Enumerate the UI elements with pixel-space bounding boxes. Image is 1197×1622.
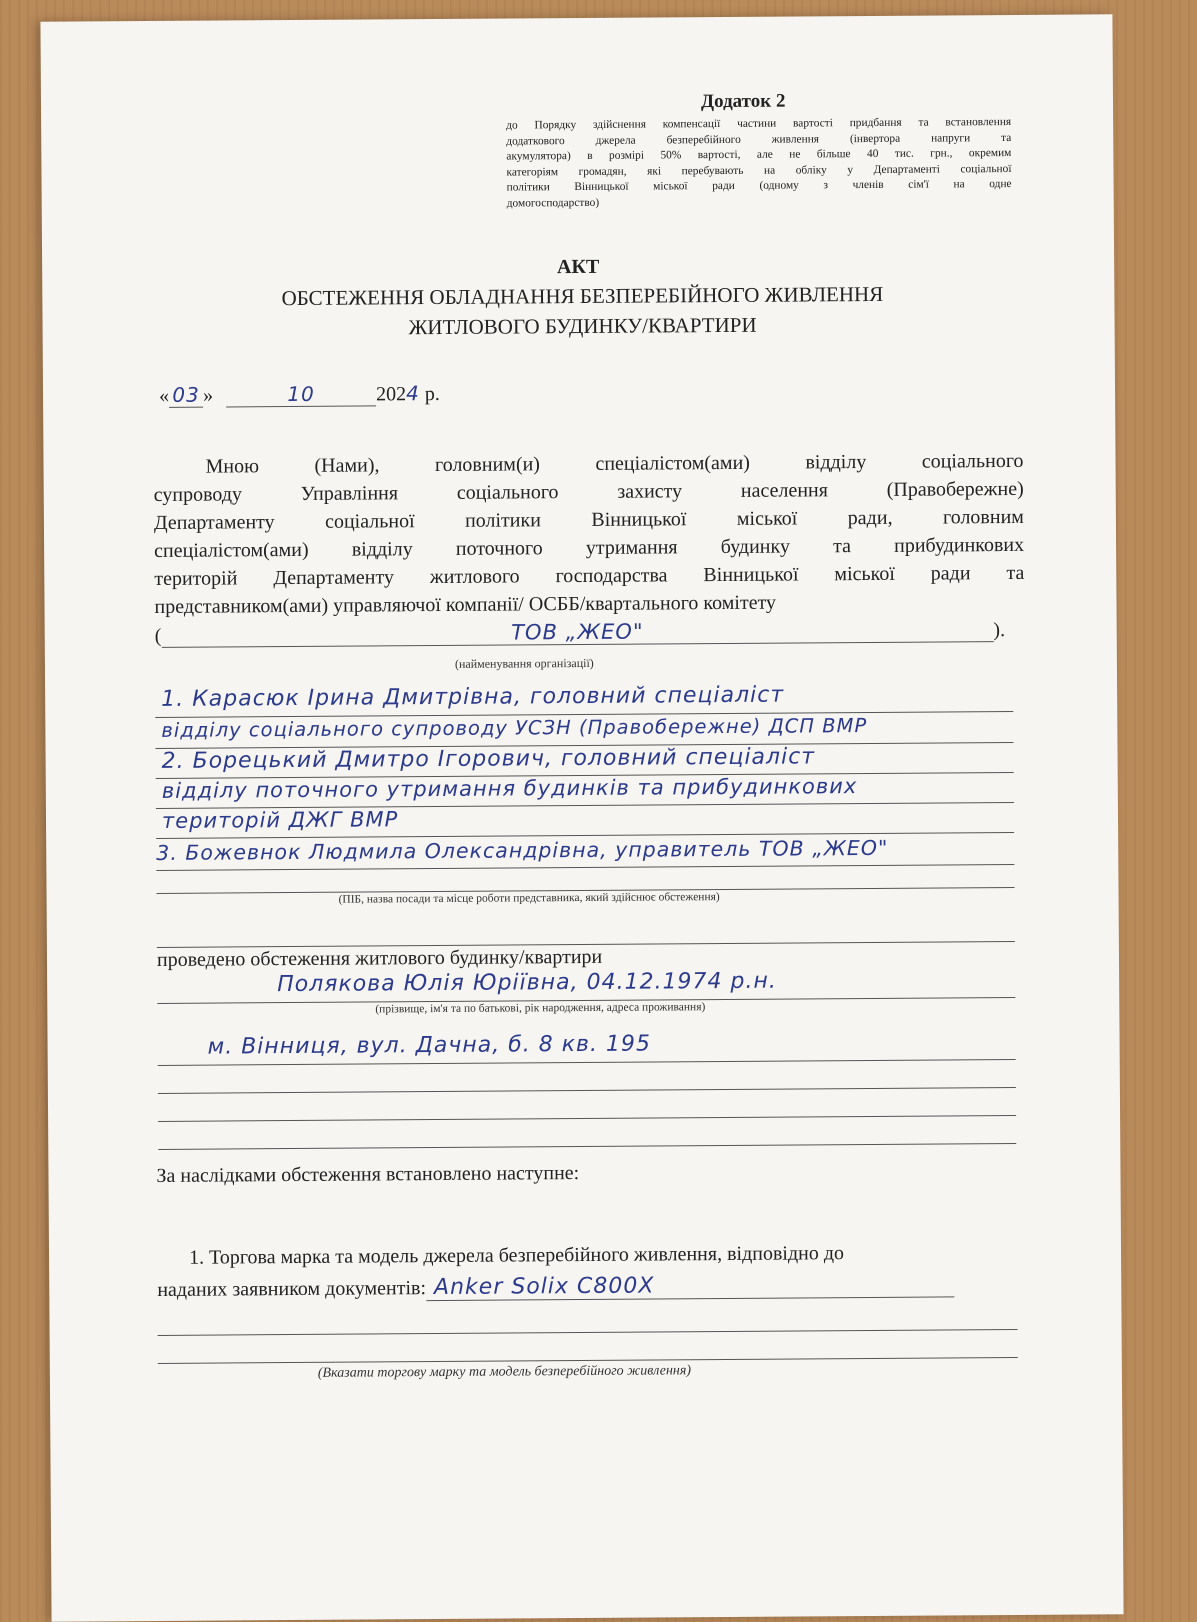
date-open-quote: « <box>158 384 170 407</box>
representative-line: 3. Божевнок Людмила Олександрівна, управитель ТОВ „ЖЕО" <box>156 835 889 865</box>
intro-line: спеціалістом(ами) відділу поточного утримання будинку та прибудинкових <box>154 533 1025 562</box>
underline <box>158 1087 1016 1094</box>
representative-line: відділу соціального супроводу УСЗН (Правобережне) ДСП ВМР <box>161 714 868 742</box>
representative-line: відділу поточного утримання будинків та прибудинкових <box>161 774 858 803</box>
organization-close-paren: ). <box>993 619 1006 642</box>
representatives-caption: (ПІБ, назва посади та місце роботи представника, який здійснює обстеження) <box>338 891 720 906</box>
appendix-line: додаткового джерела безперебійного живлення (інвертора напруги та <box>506 131 1012 148</box>
representative-line: територій ДЖГ ВМР <box>161 807 399 833</box>
underline <box>158 1115 1016 1122</box>
date-year-digit: 4 <box>405 381 420 406</box>
intro-paragraph <box>153 447 1024 621</box>
inspection-label: проведено обстеження житлового будинку/квартири <box>156 945 603 971</box>
act-subtitle-line-1: ОБСТЕЖЕННЯ ОБЛАДНАННЯ БЕЗПЕРЕБІЙНОГО ЖИВЛЕННЯ <box>281 281 884 311</box>
document-sheet <box>40 14 1123 1621</box>
underline <box>158 1357 1018 1364</box>
inspection-address: м. Вінниця, вул. Дачна, б. 8 кв. 195 <box>207 1031 652 1060</box>
act-title: АКТ <box>556 255 600 279</box>
inspection-person-caption: (прізвище, ім'я та по батькові, рік народження, адреса проживання) <box>375 1001 706 1016</box>
underline <box>158 1329 1018 1336</box>
intro-line: супроводу Управління соціального захисту населення (Правобережне) <box>153 477 1024 506</box>
organization-row <box>155 617 1005 648</box>
underline <box>158 1059 1016 1066</box>
organization-caption: (найменування організації) <box>454 655 594 671</box>
act-subtitle-line-2: ЖИТЛОВОГО БУДИНКУ/КВАРТИРИ <box>408 312 757 340</box>
underline <box>156 864 1014 871</box>
intro-line: територій Департаменту житлового господарства Вінницької міської ради та <box>154 561 1025 590</box>
date-year-suffix: р. <box>424 382 440 406</box>
appendix-text <box>506 115 1012 212</box>
appendix-title: Додаток 2 <box>700 90 786 113</box>
results-item-1-caption: (Вказати торгову марку та модель безперебійного живлення) <box>317 1363 692 1381</box>
representative-line: 2. Борецький Дмитро Ігорович, головний спеціаліст <box>161 744 816 774</box>
results-item-1-value: Anker Solix C800X <box>426 1271 954 1301</box>
results-heading: За наслідками обстеження встановлено наступне: <box>156 1162 580 1187</box>
appendix-line: акумулятора) в розмірі 50% вартості, але не більше 40 тис. грн., окремим <box>506 146 1012 163</box>
intro-line: Департаменту соціальної політики Вінницької міської ради, головним <box>153 505 1024 534</box>
appendix-line: категоріям громадян, які перебувають на обліку у Департаменті соціальної <box>506 162 1012 179</box>
appendix-line: домогосподарство) <box>506 196 600 210</box>
organization-open-paren: ( <box>154 624 162 647</box>
results-item-1-line-2 <box>157 1271 954 1303</box>
appendix-line: до Порядку здійснення компенсації частини вартості придбання та встановлення <box>506 115 1012 132</box>
date-row <box>159 381 440 408</box>
results-item-1-line-1: 1. Торгова марка та модель джерела безперебійного живлення, відповідно до <box>188 1242 845 1269</box>
date-day: 03 <box>169 383 203 408</box>
date-close-quote: » <box>202 384 214 407</box>
date-year-prefix: 202 <box>375 383 407 406</box>
intro-line: представником(ами) управляючої компанії/ ОСББ/квартального комітету <box>154 591 777 618</box>
underline <box>158 1143 1016 1150</box>
results-item-1-prefix: наданих заявником документів: <box>157 1277 427 1301</box>
appendix-line: політики Вінницької міської ради (одному з членів сім'ї на одне <box>506 177 1012 194</box>
representative-line: 1. Карасюк Ірина Дмитрівна, головний спеціаліст <box>161 682 785 712</box>
intro-line: Мною (Нами), головним(и) спеціалістом(ами) відділу соціального <box>205 449 1024 478</box>
date-month: 10 <box>226 381 376 407</box>
inspection-person: Полякова Юлія Юріївна, 04.12.1974 р.н. <box>277 968 777 998</box>
organization-value: ТОВ „ЖЕО" <box>161 617 993 648</box>
